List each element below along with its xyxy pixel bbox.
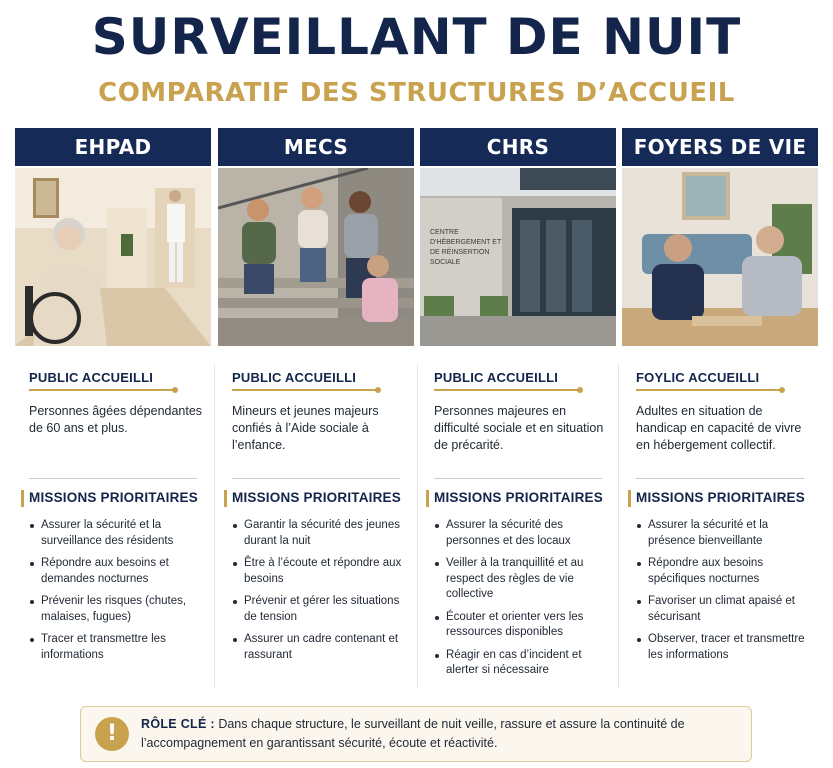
list-item: Réagir en cas d’incident et alerter si nécessaire [434,648,614,679]
building-sign: CENTRE D'HÉBERGEMENT ET DE RÉINSERTION SOCIALE [430,229,502,266]
list-item: Assurer la sécurité et la présence bienveillante [636,518,816,549]
column-header: MECS [218,128,414,166]
list-item: Assurer la sécurité des personnes et des locaux [434,518,614,549]
column-header: FOYERS DE VIE [622,128,818,166]
public-title: FOYLIC ACCUEILLI [636,370,760,385]
key-role-label: RÔLE CLÉ : [141,717,215,731]
list-item: Veiller à la tranquillité et au respect des règles de vie collective [434,556,614,603]
column-separator [618,364,619,689]
gold-dot [779,387,785,393]
missions-title: MISSIONS PRIORITAIRES [434,490,603,505]
gold-underline [232,389,377,391]
list-item: Tracer et transmettre les informations [29,632,209,663]
missions-accent-bar [628,490,631,507]
list-item: Prévenir et gérer les situations de tension [232,594,412,625]
gold-underline [434,389,579,391]
column-separator [214,364,215,689]
list-item: Prévenir les risques (chutes, malaises, fugues) [29,594,209,625]
gold-underline [29,389,174,391]
list-item: Être à l’écoute et répondre aux besoins [232,556,412,587]
public-title: PUBLIC ACCUEILLI [29,370,154,385]
public-text: Mineurs et jeunes majeurs confiés à l’Aide sociale à l’enfance. [232,404,379,452]
key-role-body: Dans chaque structure, le surveillant de nuit veille, rassure et assure la continuité de l’accompagnement en garantissant sécurité, écoute et réactivité. [141,717,685,750]
list-item: Favoriser un climat apaisé et sécurisant [636,594,816,625]
list-item: Écouter et orienter vers les ressources disponibles [434,610,614,641]
teenagers-on-stairs-photo [218,168,414,346]
column-foyers-de-vie [622,128,818,688]
list-item: Répondre aux besoins et demandes nocturnes [29,556,209,587]
page-title: SURVEILLANT DE NUIT [91,8,742,66]
missions-title: MISSIONS PRIORITAIRES [29,490,198,505]
gold-dot [577,387,583,393]
list-item: Observer, tracer et transmettre les informations [636,632,816,663]
list-item: Répondre aux besoins spécifiques nocturnes [636,556,816,587]
missions-accent-bar [21,490,24,507]
exclamation-icon: ! [95,717,129,751]
divider [434,478,602,479]
public-text: Personnes majeures en difficulté sociale et en situation de précarité. [434,404,604,452]
divider [232,478,400,479]
list-item: Garantir la sécurité des jeunes durant la nuit [232,518,412,549]
gold-dot [375,387,381,393]
missions-accent-bar [426,490,429,507]
missions-title: MISSIONS PRIORITAIRES [636,490,805,505]
missions-list [636,518,816,670]
nursing-home-hallway-photo [15,168,211,346]
missions-list [29,518,209,670]
column-separator [417,364,418,689]
list-item: Assurer un cadre contenant et rassurant [232,632,412,663]
divider [29,478,197,479]
key-role-box [80,706,752,762]
column-header: EHPAD [15,128,211,166]
missions-list [434,518,614,686]
adults-puzzle-photo [622,168,818,346]
key-role-text [141,715,741,753]
list-item: Assurer la sécurité et la surveillance des résidents [29,518,209,549]
column-chrs [420,128,616,688]
gold-underline [636,389,781,391]
public-title: PUBLIC ACCUEILLI [434,370,559,385]
column-header: CHRS [420,128,616,166]
missions-list [232,518,412,670]
column-ehpad [15,128,211,688]
divider [636,478,804,479]
gold-dot [172,387,178,393]
public-title: PUBLIC ACCUEILLI [232,370,357,385]
column-mecs [218,128,414,688]
public-text: Adultes en situation de handicap en capacité de vivre en hébergement collectif. [636,404,802,452]
missions-title: MISSIONS PRIORITAIRES [232,490,401,505]
missions-accent-bar [224,490,227,507]
page-subtitle: COMPARATIF DES STRUCTURES D’ACCUEIL [98,78,735,108]
public-text: Personnes âgées dépendantes de 60 ans et plus. [29,404,203,435]
shelter-building-photo [420,168,616,346]
